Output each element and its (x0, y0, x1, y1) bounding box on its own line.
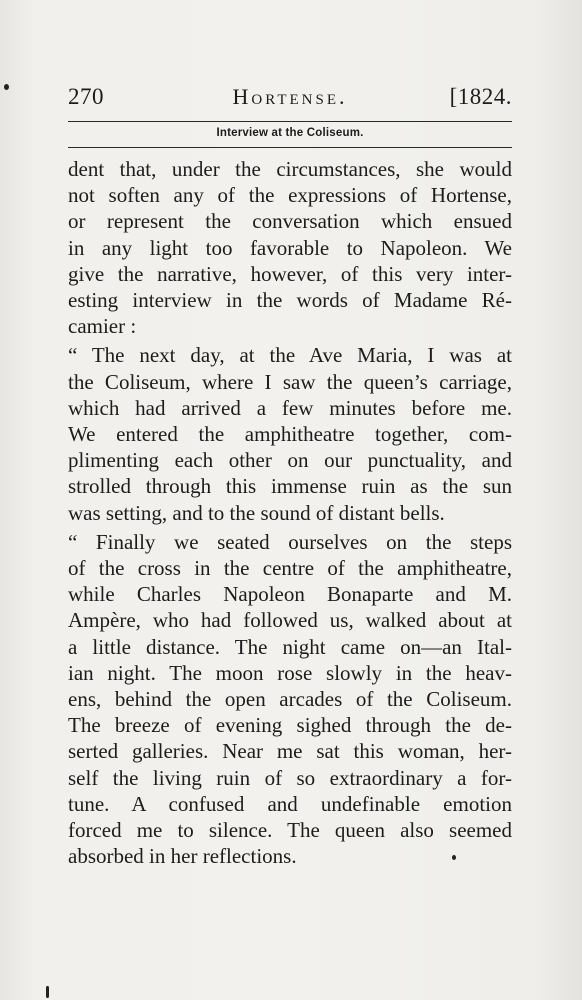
text-line: was setting, and to the sound of distant bells. (68, 500, 445, 525)
text-line: “ The next day, at the Ave Maria, I was at (68, 343, 512, 368)
text-line: camier : (68, 314, 137, 339)
text-line: give the narrative, however, of this very inter- (68, 261, 512, 286)
text-line: We entered the amphitheatre together, com- (68, 422, 512, 447)
text-line: dent that, under the circumstances, she would (68, 157, 512, 181)
page-number: 270 (68, 84, 104, 109)
text-line: which had arrived a few minutes before me. (68, 395, 512, 420)
text-line: of the cross in the centre of the amphitheatre, (68, 556, 512, 581)
year-marker: [1824. (449, 84, 512, 109)
text-line: “ Finally we seated ourselves on the steps (68, 529, 512, 554)
text-line: serted galleries. Near me sat this woman, her- (68, 739, 512, 764)
text-line: or represent the conversation which ensued (68, 209, 512, 234)
text-line: ian night. The moon rose slowly in the heav- (68, 660, 512, 685)
text-line: in any light too favorable to Napoleon. We (68, 235, 512, 260)
header-rule-top (68, 121, 512, 122)
paragraph (68, 156, 512, 339)
text-line: absorbed in her reflections. (68, 844, 297, 869)
text-line: tune. A confused and undefinable emotion (68, 791, 512, 816)
text-line: The breeze of evening sighed through the de- (68, 713, 512, 738)
ink-speck (4, 84, 9, 90)
text-line: not soften any of the expressions of Hortense, (68, 183, 512, 208)
text-line: a little distance. The night came on—an Ital- (68, 634, 512, 659)
body-text (68, 156, 512, 869)
ink-speck (46, 986, 49, 998)
page-header (68, 84, 512, 118)
text-line: while Charles Napoleon Bonaparte and M. (68, 582, 512, 607)
text-line: forced me to silence. The queen also seemed (68, 818, 512, 843)
text-line: ens, behind the open arcades of the Coliseum. (68, 687, 512, 712)
section-subhead: Interview at the Coliseum. (216, 127, 364, 139)
text-line: esting interview in the words of Madame Ré- (68, 288, 512, 313)
text-line: plimenting each other on our punctuality, and (68, 448, 512, 473)
text-line: the Coliseum, where I saw the queen’s carriage, (68, 369, 512, 394)
paragraph (68, 342, 512, 525)
running-title: Hortense. (232, 84, 348, 109)
text-line: Ampère, who had followed us, walked about at (68, 608, 512, 633)
header-rule-bottom (68, 147, 512, 148)
ink-speck (452, 855, 456, 860)
text-line: self the living ruin of so extraordinary a for- (68, 765, 512, 790)
paragraph (68, 529, 512, 870)
text-line: strolled through this immense ruin as the sun (68, 474, 512, 499)
